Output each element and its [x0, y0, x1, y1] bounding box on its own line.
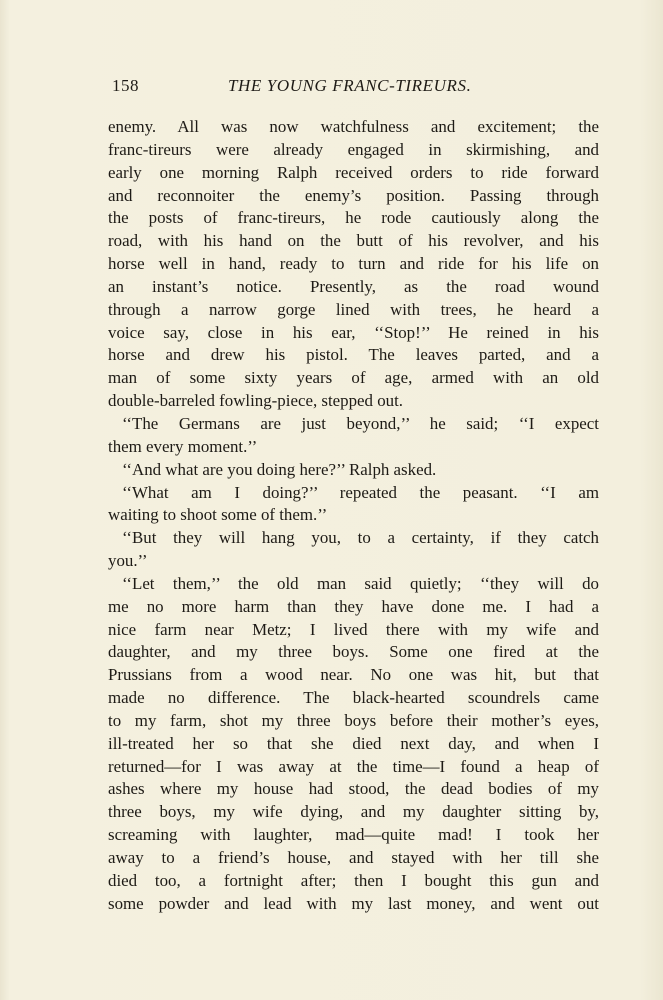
- text-line: road, with his hand on the butt of his revolver, and his: [108, 231, 599, 251]
- text-line: to my farm, shot my three boys before their mother’s eyes,: [108, 710, 599, 730]
- text-line: you.’’: [108, 551, 148, 571]
- text-line: screaming with laughter, mad—quite mad! I took her: [108, 825, 599, 845]
- page-header: [112, 76, 600, 100]
- text-line: died too, a fortnight after; then I bought this gun and: [108, 870, 599, 890]
- text-line: and reconnoiter the enemy’s position. Passing through: [108, 185, 599, 205]
- text-line: Prussians from a wood near. No one was hit, but that: [108, 665, 599, 685]
- text-line: horse and drew his pistol. The leaves parted, and a: [108, 345, 599, 365]
- text-line: through a narrow gorge lined with trees, he heard a: [108, 299, 599, 319]
- body-text: [108, 116, 599, 916]
- text-line: franc-tireurs were already engaged in skirmishing, and: [108, 139, 599, 159]
- text-line: ‘‘And what are you doing here?’’ Ralph asked.: [122, 459, 437, 479]
- text-line: made no difference. The black-hearted scoundrels came: [108, 688, 599, 708]
- text-line: ‘‘Let them,’’ the old man said quietly; ‘‘they will do: [122, 573, 599, 593]
- page-number: 158: [112, 76, 139, 95]
- text-line: some powder and lead with my last money, and went out: [108, 893, 599, 913]
- text-line: the posts of franc-tireurs, he rode cautiously along the: [108, 208, 599, 228]
- text-line: nice farm near Metz; I lived there with my wife and: [108, 619, 599, 639]
- text-line: ill-treated her so that she died next day, and when I: [108, 733, 599, 753]
- text-line: three boys, my wife dying, and my daughter sitting by,: [108, 802, 599, 822]
- text-line: early one morning Ralph received orders to ride forward: [108, 162, 599, 182]
- text-line: ‘‘But they will hang you, to a certainty, if they catch: [122, 528, 599, 548]
- text-line: waiting to shoot some of them.’’: [108, 505, 328, 525]
- text-line: away to a friend’s house, and stayed with her till she: [108, 848, 599, 867]
- text-line: enemy. All was now watchfulness and excitement; the: [108, 117, 599, 136]
- text-line: returned—for I was away at the time—I found a heap of: [108, 756, 599, 776]
- text-line: ‘‘What am I doing?’’ repeated the peasant. ‘‘I am: [122, 482, 599, 502]
- text-line: me no more harm than they have done me. I had a: [108, 596, 599, 616]
- text-line: man of some sixty years of age, armed with an old: [108, 368, 599, 388]
- text-line: horse well in hand, ready to turn and ride for his life on: [108, 254, 599, 274]
- text-line: ashes where my house had stood, the dead bodies of my: [108, 779, 599, 799]
- text-line: daughter, and my three boys. Some one fired at the: [108, 642, 599, 662]
- text-line: voice say, close in his ear, ‘‘Stop!’’ He reined in his: [108, 322, 599, 342]
- running-title: THE YOUNG FRANC-TIREURS.: [228, 76, 472, 95]
- text-line: an instant’s notice. Presently, as the road wound: [108, 276, 599, 296]
- text-line: them every moment.’’: [108, 436, 258, 456]
- text-line: double-barreled fowling-piece, stepped out.: [108, 391, 404, 411]
- text-line: ‘‘The Germans are just beyond,’’ he said; ‘‘I expect: [122, 413, 599, 433]
